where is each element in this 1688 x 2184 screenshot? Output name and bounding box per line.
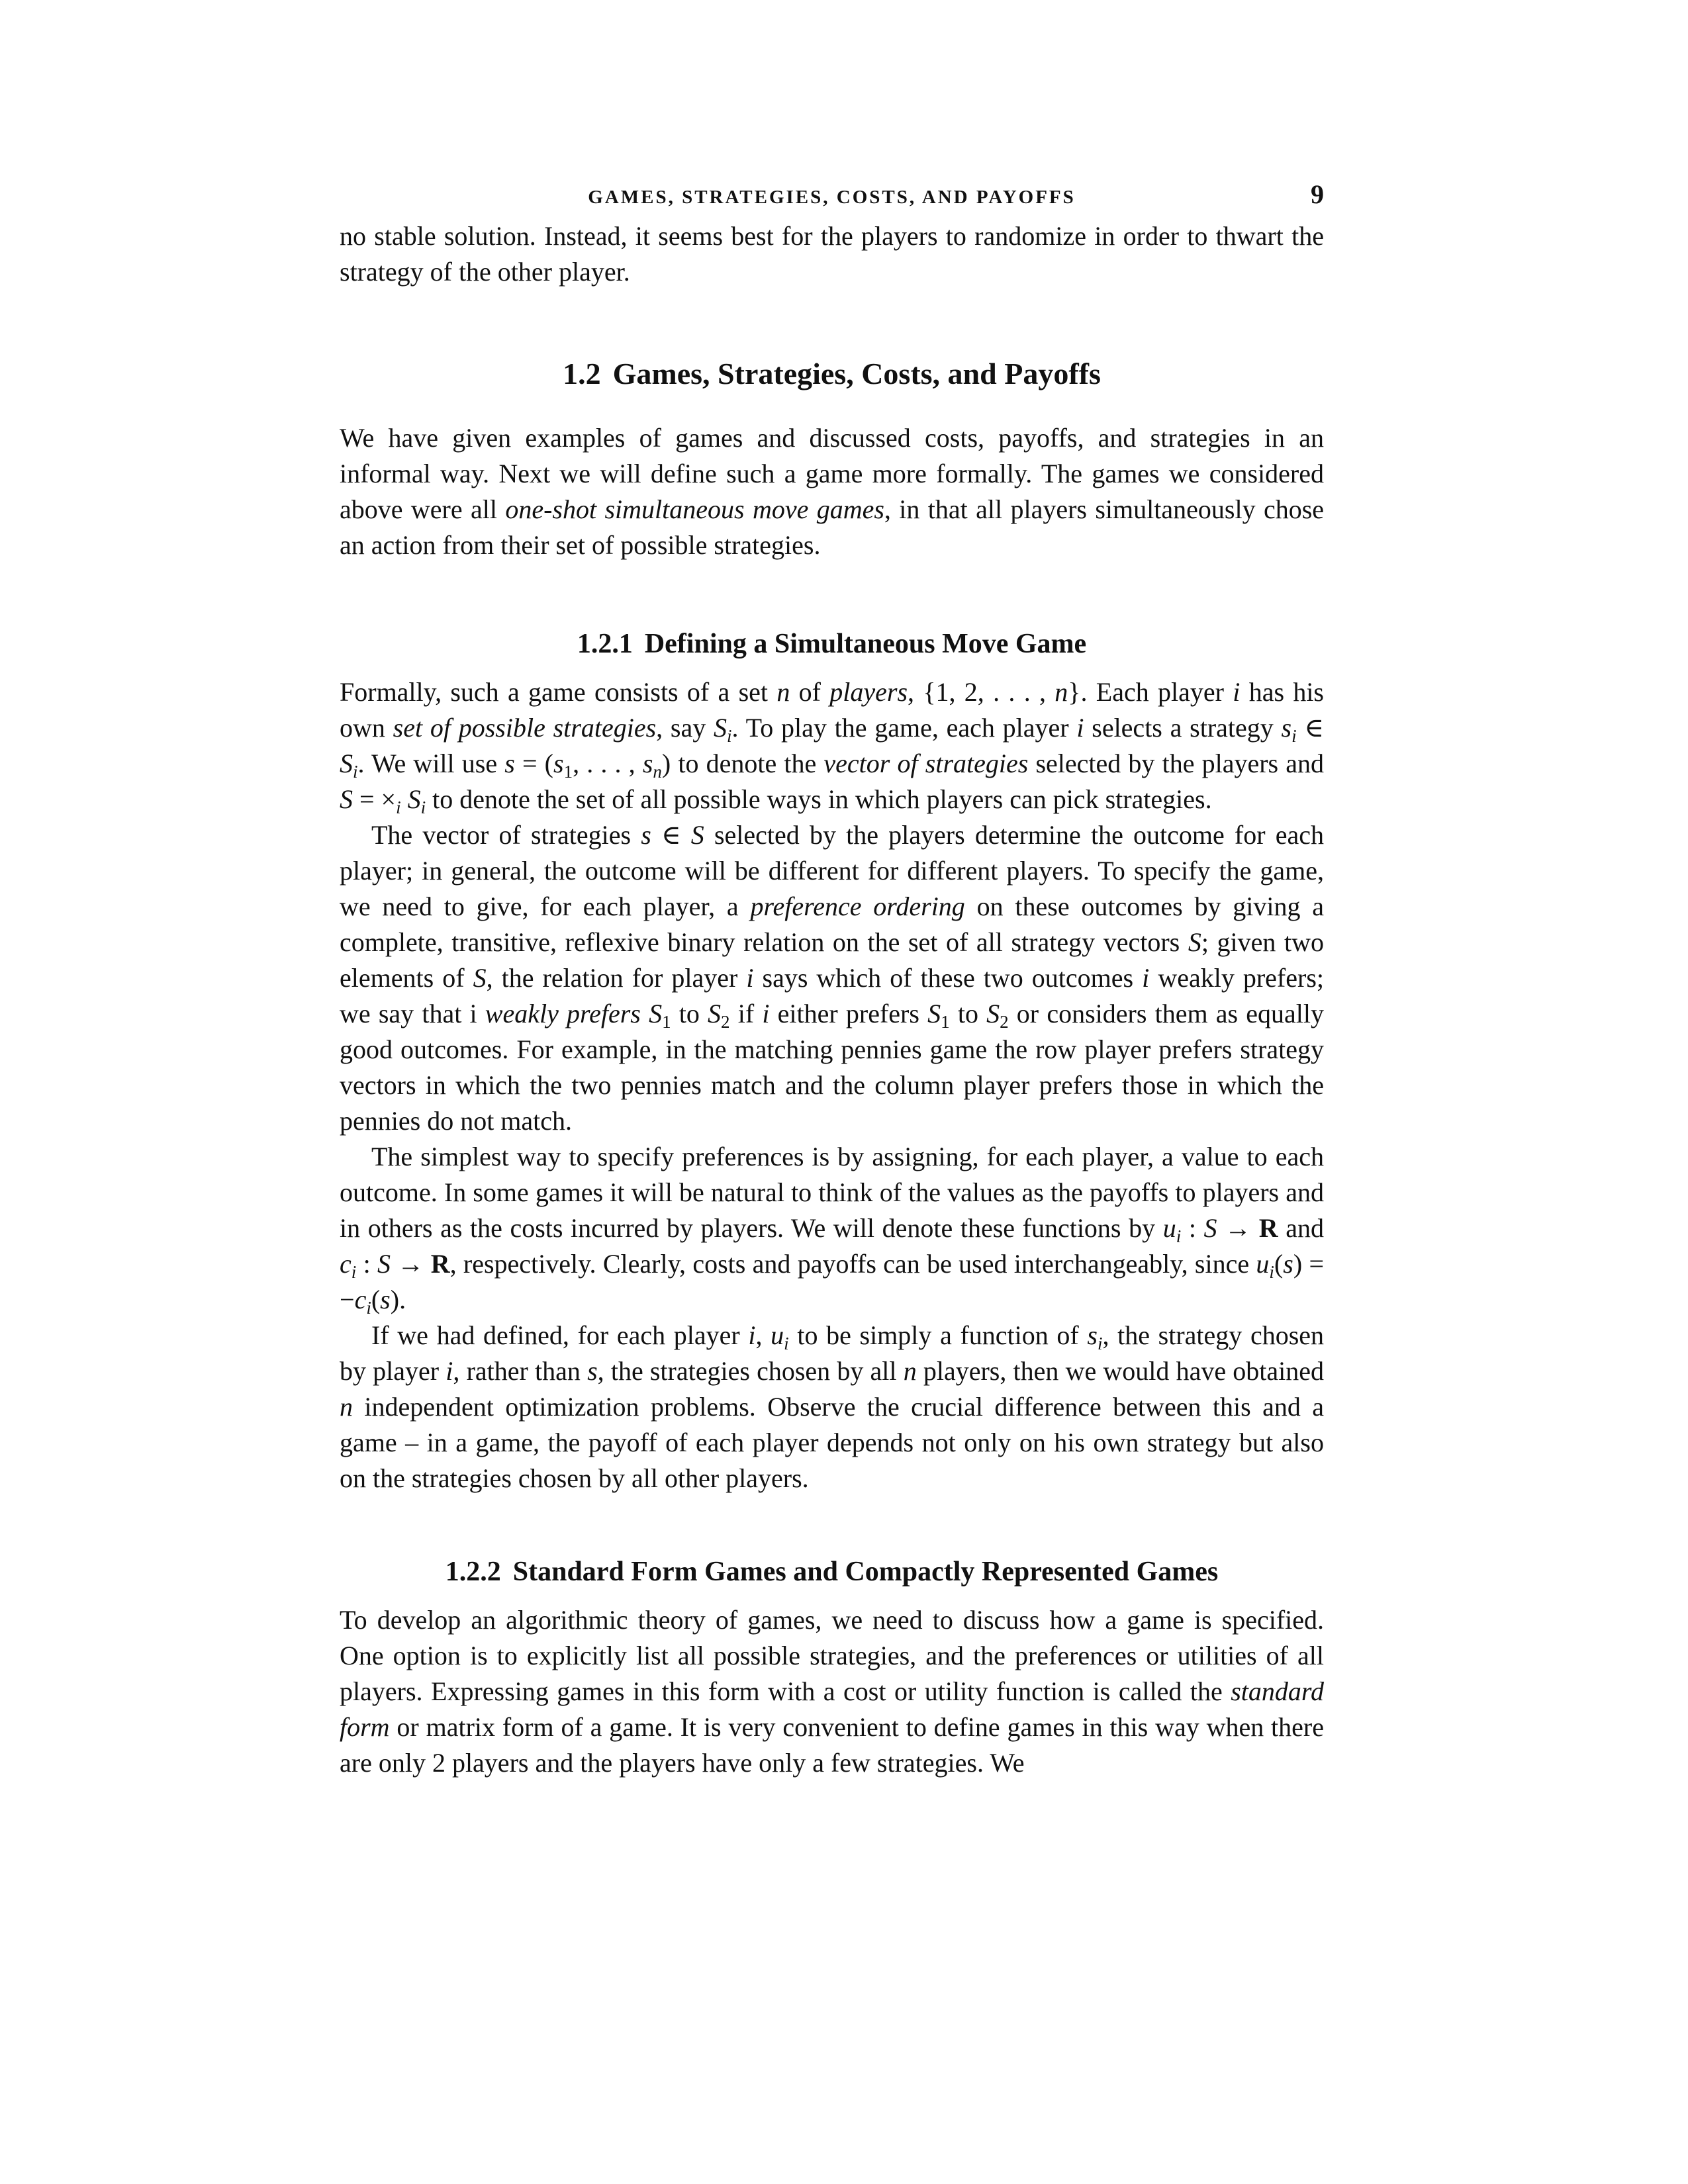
term-players: players xyxy=(829,677,908,707)
page-number: 9 xyxy=(1311,179,1324,209)
intro-paragraph: no stable solution. Instead, it seems best for the players to randomize in order to thwart the strategy of the other player. xyxy=(340,221,1324,287)
subsection-number: 1.2.2 xyxy=(445,1557,501,1587)
paragraph-standard-form: To develop an algorithmic theory of games, we need to discuss how a game is specified. One option is to explicitly list all possible strategies, and the preferences or utilities of all players. Expressing games in this form with a cost or utility function is called the standard form or matrix form of a game. It is very convenient to define games in this way when there are only 2 players and the players have only a few strategies. We xyxy=(340,1605,1324,1778)
subsection-number: 1.2.1 xyxy=(577,629,633,659)
term-standard-form: standard form xyxy=(340,1676,1324,1742)
term-strategy-vector: vector of strategies xyxy=(823,749,1029,778)
term-strategy-set: set of possible strategies xyxy=(393,713,657,743)
subsection-heading-1-2-1 xyxy=(340,628,1324,660)
paragraph-payoffs: The simplest way to specify preferences is by assigning, for each player, a value to each outcome. In some games it will be natural to think of the values as the payoffs to players and in others as the costs incurred by players. We will denote these functions by $u_i$ : S → R and $c_i$ : S → R, respectively. Clearly, costs and payoffs can be used interchangeably, since $u_i(s) = -c_i(s)$. xyxy=(340,1142,1325,1318)
section-title: Games, Strategies, Costs, and Payoffs xyxy=(612,357,1101,390)
section-heading-1-2 xyxy=(340,356,1324,391)
book-page xyxy=(340,179,1324,1781)
running-title: GAMES, STRATEGIES, COSTS, AND PAYOFFS xyxy=(588,187,1076,208)
paragraph-optimization: If we had defined, for each player i, $u_i$ to be simply a function of $s_i$, the strategy chosen by player i, rather than s, the strategies chosen by all n players, then we would have obtained n independent optimization problems. Observe the crucial difference between this and a game – in a game, the payoff of each player depends not only on his own strategy but also on the strategies chosen by all other players. xyxy=(340,1320,1325,1493)
term-weakly-prefers: weakly prefers xyxy=(485,999,641,1028)
paragraph-informal-games: We have given examples of games and discussed costs, payoffs, and strategies in an informal way. Next we will define such a game more formally. The games we considered above were all one-shot simultaneous move games, in that all players simultaneously chose an action from their set of possible strategies. xyxy=(340,423,1325,560)
paragraph-preferences: The vector of strategies s ∈ S selected by the players determine the outcome for each player; in general, the outcome will be different for different players. To specify the game, we need to give, for each player, a preference ordering on these outcomes by giving a complete, transitive, reflexive binary relation on the set of all strategy vectors S; given two elements of S, the relation for player i says which of these two outcomes i weakly prefers; we say that i weakly prefers $S_1$ to $S_2$ if i either prefers $S_1$ to $S_2$ or considers them as equally good outcomes. For example, in the matching pennies game the row player prefers strategy vectors in which the two pennies match and the column player prefers those in which the pennies do not match. xyxy=(340,820,1325,1136)
term-one-shot: one-shot simultaneous move games xyxy=(505,494,884,524)
running-header xyxy=(340,179,1324,218)
subsection-heading-1-2-2 xyxy=(340,1556,1324,1588)
paragraph-formal-definition: Formally, such a game consists of a set n of players, {1, 2, . . . , n}. Each player i has his own set of possible strategies, say $S_i$. To play the game, each player i selects a strategy $s_i$ ∈ $S_i$. We will use $s = (s_1$, . . . , $s_n$) to denote the vector of strategies selected by the players and $S = \times_i$ $S_i$ to denote the set of all possible ways in which players can pick strategies. xyxy=(340,677,1325,817)
subsection-title: Defining a Simultaneous Move Game xyxy=(644,629,1087,659)
term-preference-ordering: preference ordering xyxy=(750,891,965,921)
subsection-title: Standard Form Games and Compactly Represented Games xyxy=(512,1557,1219,1587)
section-number: 1.2 xyxy=(563,357,601,390)
